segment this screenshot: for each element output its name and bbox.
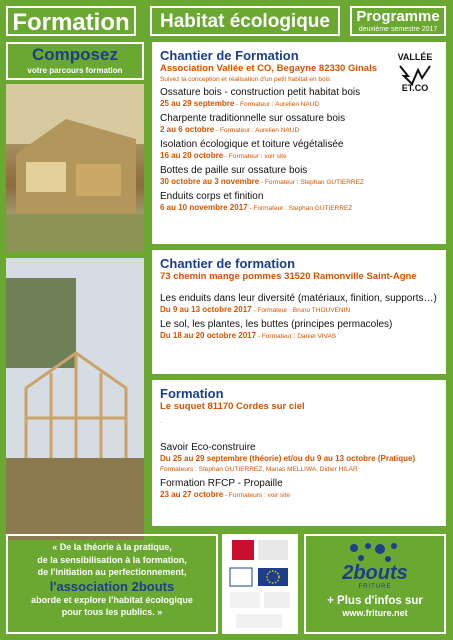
quote-line: de l'initiation au perfectionnement, (37, 567, 187, 577)
panel-formation-cordes (152, 380, 446, 526)
header-habitat: Habitat écologique (150, 6, 340, 36)
item-dates: 16 au 20 octobre - Formateur : voir site (160, 151, 287, 160)
list-item: Charpente traditionnelle sur ossature bois (160, 113, 346, 124)
quote-line: aborde et explore l'habitat écologique (31, 594, 193, 605)
item-dates: Du 18 au 20 octobre 2017 - Formateur : Daniel VIVAS (160, 331, 337, 340)
compose-subtitle: votre parcours formation (27, 66, 123, 75)
item-trainer: Formateurs : Stephan GUTIERREZ, Manas MELLIWA, Didier HILAR (160, 466, 358, 473)
website-link[interactable]: www.friture.net (342, 608, 408, 618)
list-item: Savoir Eco-construire (160, 442, 256, 453)
programme-title: Programme (356, 8, 440, 25)
compose-title: Composez (32, 45, 118, 64)
list-item: Formation RFCP - Propaille (160, 478, 283, 489)
panel1-address: Association Vallée et CO, Begayne 82330 Ginals (160, 63, 378, 74)
programme-semester: deuxième semestre 2017 (358, 26, 438, 33)
compose-box (6, 42, 144, 80)
list-item: Enduits corps et finition (160, 191, 264, 202)
item-dates: Du 9 au 13 octobre 2017 - Formateur : Bruno THOUVENIN (160, 305, 351, 314)
panel-chantier-ramonville (152, 250, 446, 374)
header-formation: Formation (6, 6, 136, 36)
list-item: Le sol, les plantes, les buttes (principes permacoles) (160, 319, 393, 330)
panel3-dot: . (160, 418, 162, 425)
brand-name: 2bouts (342, 562, 408, 584)
header-programme (350, 6, 446, 36)
partner-logos (222, 534, 298, 634)
item-dates: 23 au 27 octobre - Formateurs : voir site (160, 490, 290, 499)
panel2-address: 73 chemin mange pommes 31520 Ramonville Saint-Agne (160, 271, 417, 282)
panel2-title: Chantier de formation (160, 256, 296, 271)
quote-line: pour tous les publics. » (61, 607, 163, 617)
quote-line: de la sensibilisation à la formation, (37, 554, 187, 565)
brand-tag: FRITURE (358, 584, 392, 590)
item-dates: Du 25 au 29 septembre (théorie) et/ou du 9 au 13 octobre (Pratique) (160, 454, 416, 463)
item-dates: 25 au 29 septembre - Formateur : Aurelien NAUD (160, 99, 320, 108)
list-item: Ossature bois - construction petit habitat bois (160, 87, 361, 98)
bubbles-logo-icon (346, 542, 406, 569)
svg-text:ET.CO: ET.CO (401, 83, 429, 92)
panel1-note: Suivez la conception et réalisation d'un petit habitat en bois (160, 76, 331, 83)
footer-quote (6, 534, 218, 634)
list-item: Bottes de paille sur ossature bois (160, 165, 308, 176)
quote-line: « De la théorie à la pratique, (52, 542, 172, 552)
straw-house-photo (6, 84, 144, 252)
svg-text:VALLÉE: VALLÉE (397, 52, 433, 62)
panel1-title: Chantier de Formation (160, 48, 299, 63)
item-dates: 30 octobre au 3 novembre - Formateur : Stephan GUTIERREZ (160, 177, 364, 186)
brand-box (304, 534, 446, 634)
association-name: l'association 2bouts (49, 578, 175, 594)
item-dates: 2 au 6 octobre - Formateur : Aurelien NAUD (160, 125, 300, 134)
vallee-et-co-logo (392, 48, 438, 92)
panel3-title: Formation (160, 386, 224, 401)
panel3-address: Le suquet 81170 Cordes sur ciel (160, 401, 305, 412)
list-item: Isolation écologique et toiture végétalisée (160, 139, 344, 150)
more-info-text: + Plus d'infos sur (327, 595, 423, 607)
list-item: Les enduits dans leur diversité (matériaux, finition, supports…) (160, 293, 437, 304)
timber-frame-photo (6, 258, 144, 540)
item-dates: 6 au 10 novembre 2017 - Formateur : Stephan GUTIERREZ (160, 203, 353, 212)
